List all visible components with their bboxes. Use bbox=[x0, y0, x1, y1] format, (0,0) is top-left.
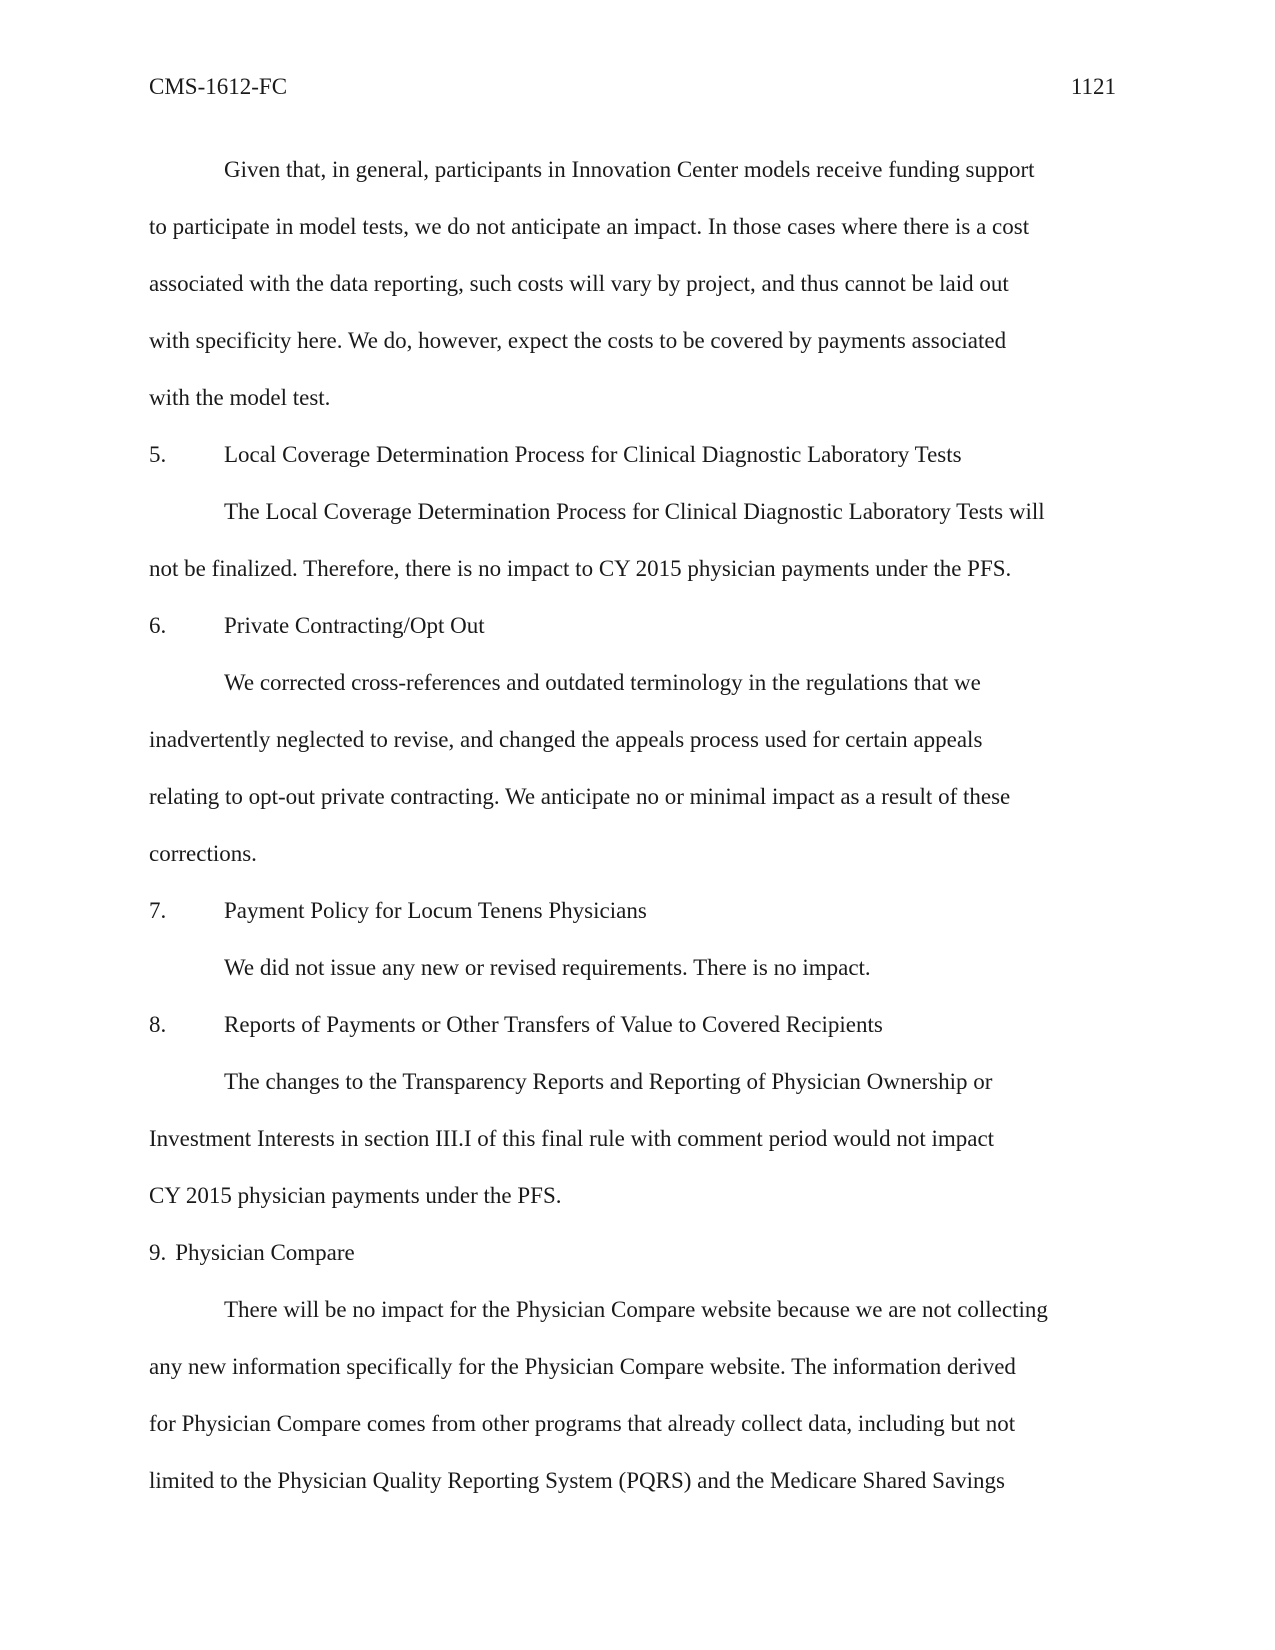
text-line: The changes to the Transparency Reports and Reporting of Physician Ownership or bbox=[224, 1069, 993, 1094]
section-number: 6. bbox=[149, 613, 167, 638]
text-line: not be finalized. Therefore, there is no impact to CY 2015 physician payments under the PFS. bbox=[149, 556, 1012, 581]
text-line: Investment Interests in section III.I of this final rule with comment period would not impact bbox=[149, 1126, 995, 1151]
document-id: CMS-1612-FC bbox=[149, 74, 288, 99]
text-line: We did not issue any new or revised requirements. There is no impact. bbox=[224, 955, 871, 980]
document-body bbox=[149, 141, 1119, 1509]
page-header bbox=[149, 74, 1116, 104]
text-line: for Physician Compare comes from other programs that already collect data, including but not bbox=[149, 1411, 1016, 1436]
section-heading-7 bbox=[149, 882, 1119, 939]
text-line: with specificity here. We do, however, expect the costs to be covered by payments associated bbox=[149, 328, 1007, 353]
text-line: There will be no impact for the Physician Compare website because we are not collecting bbox=[224, 1297, 1048, 1322]
paragraph-section-9 bbox=[149, 1281, 1119, 1509]
section-title: Private Contracting/Opt Out bbox=[224, 613, 485, 638]
text-line: CY 2015 physician payments under the PFS. bbox=[149, 1183, 562, 1208]
text-line: to participate in model tests, we do not anticipate an impact. In those cases where there is a cost bbox=[149, 214, 1030, 239]
paragraph-innovation-center bbox=[149, 141, 1119, 426]
text-line: corrections. bbox=[149, 841, 257, 866]
text-line: with the model test. bbox=[149, 385, 331, 410]
text-line: any new information specifically for the Physician Compare website. The information derived bbox=[149, 1354, 1016, 1379]
text-line: limited to the Physician Quality Reporting System (PQRS) and the Medicare Shared Savings bbox=[149, 1468, 1005, 1493]
section-number: 8. bbox=[149, 1012, 167, 1037]
section-title: Local Coverage Determination Process for Clinical Diagnostic Laboratory Tests bbox=[224, 442, 962, 467]
paragraph-section-6 bbox=[149, 654, 1119, 882]
text-line: We corrected cross-references and outdated terminology in the regulations that we bbox=[224, 670, 981, 695]
section-title: Reports of Payments or Other Transfers of Value to Covered Recipients bbox=[224, 1012, 883, 1037]
text-line: Given that, in general, participants in Innovation Center models receive funding support bbox=[224, 157, 1035, 182]
text-line: The Local Coverage Determination Process for Clinical Diagnostic Laboratory Tests will bbox=[224, 499, 1045, 524]
text-line: inadvertently neglected to revise, and changed the appeals process used for certain appeals bbox=[149, 727, 983, 752]
text-line: relating to opt-out private contracting. We anticipate no or minimal impact as a result of these bbox=[149, 784, 1011, 809]
section-heading-6 bbox=[149, 597, 1119, 654]
section-number: 5. bbox=[149, 442, 167, 467]
section-number: 7. bbox=[149, 898, 167, 923]
page-number: 1121 bbox=[1070, 74, 1116, 99]
section-heading-9 bbox=[149, 1224, 1119, 1281]
text-line: associated with the data reporting, such costs will vary by project, and thus cannot be laid out bbox=[149, 271, 1009, 296]
section-heading-8 bbox=[149, 996, 1119, 1053]
section-title: Payment Policy for Locum Tenens Physicians bbox=[224, 898, 647, 923]
section-heading-5 bbox=[149, 426, 1119, 483]
section-number: 9. bbox=[149, 1240, 167, 1265]
paragraph-section-8 bbox=[149, 1053, 1119, 1224]
section-title: Physician Compare bbox=[175, 1240, 355, 1265]
paragraph-section-7 bbox=[149, 939, 1119, 996]
paragraph-section-5 bbox=[149, 483, 1119, 597]
